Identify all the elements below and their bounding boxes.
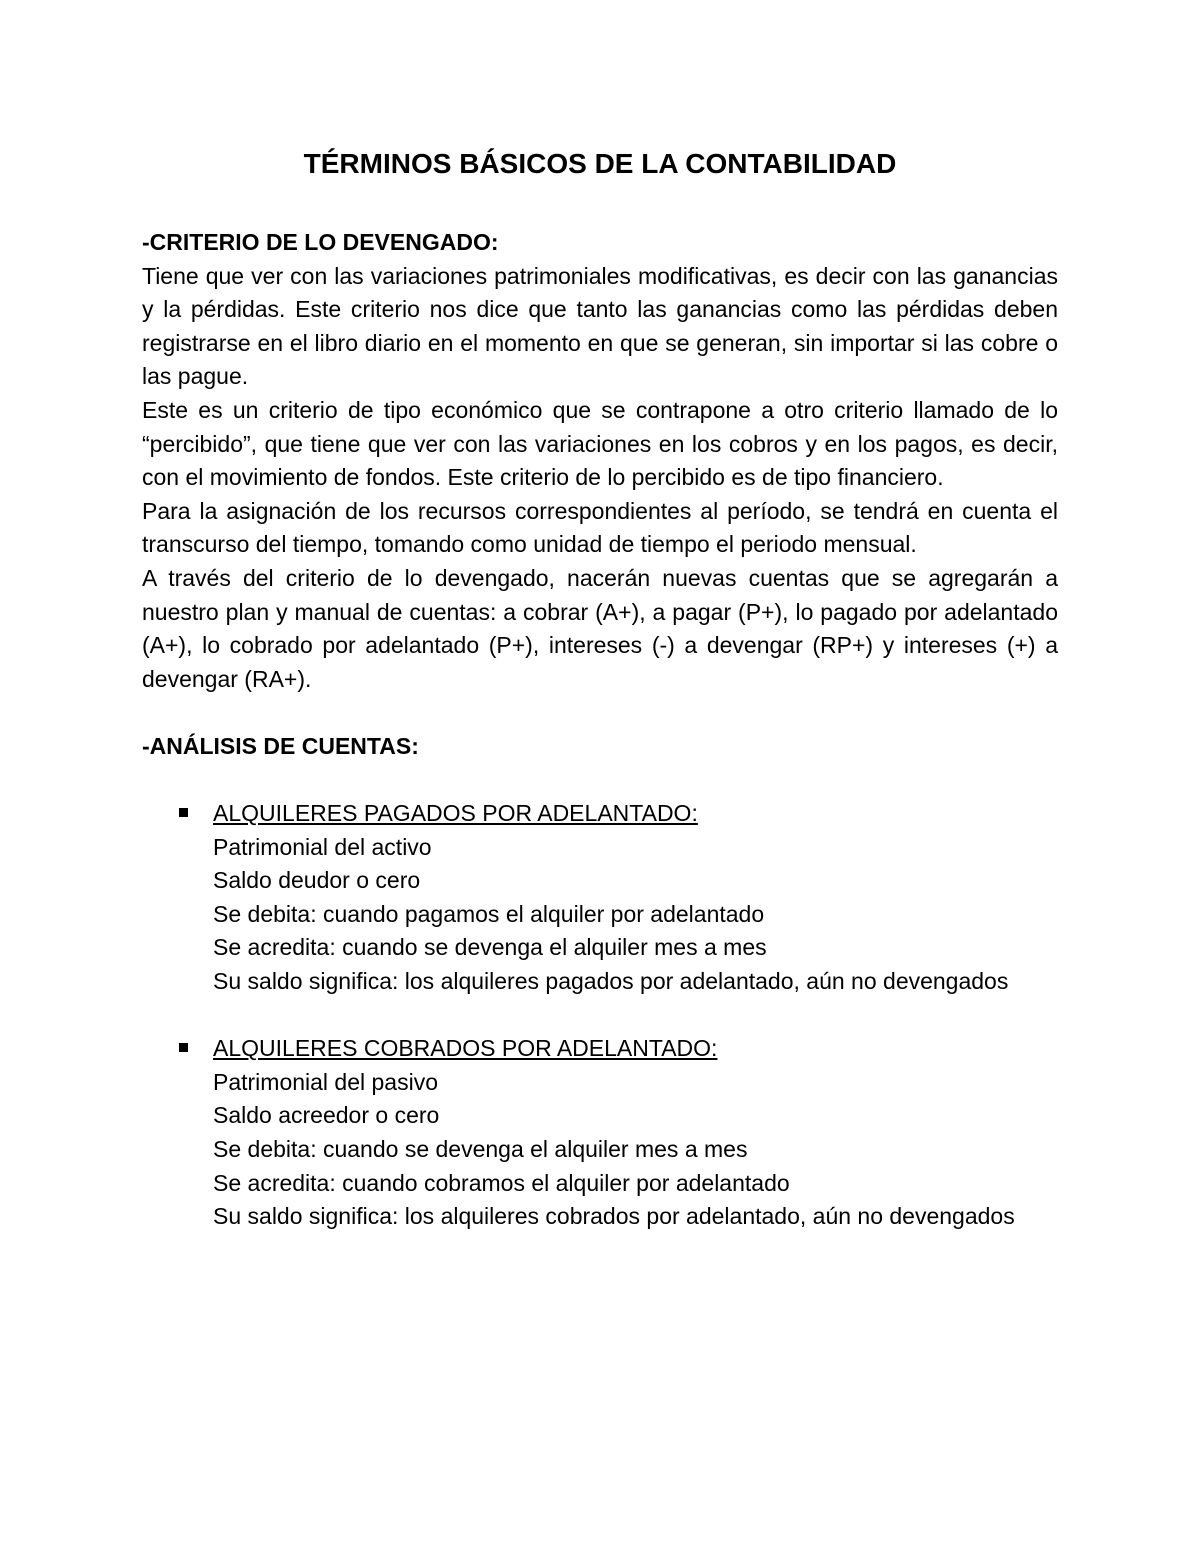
account-line: Saldo deudor o cero bbox=[213, 867, 421, 894]
paragraph: A través del criterio de lo devengado, nacerán nuevas cuentas que se agregarán a nuestro plan y manual de cuentas: a cobrar (A+), a pagar (P+), lo pagado por adelantado (A+), lo cobrado por adelantado (P+), intereses (-) a devengar (RP+) y intereses (+) a devengar (RA+). bbox=[142, 564, 1058, 692]
account-line: Su saldo significa: los alquileres cobrados por adelantado, aún no devengados bbox=[213, 1203, 1015, 1230]
spacer bbox=[142, 999, 1058, 1033]
account-title: ALQUILERES PAGADOS POR ADELANTADO: bbox=[213, 800, 698, 827]
account-line: Saldo acreedor o cero bbox=[213, 1102, 440, 1129]
account-line: Se debita: cuando pagamos el alquiler por adelantado bbox=[213, 900, 765, 927]
document-page bbox=[142, 142, 1058, 1234]
section-heading-devengado: -CRITERIO DE LO DEVENGADO: bbox=[142, 229, 499, 255]
spacer bbox=[142, 764, 1058, 798]
account-line: Patrimonial del pasivo bbox=[213, 1068, 439, 1095]
square-bullet-icon bbox=[179, 1043, 188, 1052]
spacer bbox=[142, 696, 1058, 730]
account-line: Se debita: cuando se devenga el alquiler mes a mes bbox=[213, 1136, 748, 1163]
account-item-alquileres-cobrados bbox=[142, 1032, 1058, 1234]
paragraph: Para la asignación de los recursos correspondientes al período, se tendrá en cuenta el transcurso del tiempo, tomando como unidad de tiempo el periodo mensual. bbox=[142, 497, 1058, 558]
account-line: Se acredita: cuando se devenga el alquiler mes a mes bbox=[213, 934, 767, 961]
account-line: Se acredita: cuando cobramos el alquiler por adelantado bbox=[213, 1169, 790, 1196]
document-title: TÉRMINOS BÁSICOS DE LA CONTABILIDAD bbox=[303, 148, 897, 179]
square-bullet-icon bbox=[179, 808, 188, 817]
account-line: Su saldo significa: los alquileres pagados por adelantado, aún no devengados bbox=[213, 968, 1009, 995]
paragraph: Este es un criterio de tipo económico que se contrapone a otro criterio llamado de lo “percibido”, que tiene que ver con las variaciones en los cobros y en los pagos, es decir, con el movimiento de fondos. Este criterio de lo percibido es de tipo financiero. bbox=[142, 396, 1058, 491]
account-item-alquileres-pagados bbox=[142, 797, 1058, 999]
paragraph: Tiene que ver con las variaciones patrimoniales modificativas, es decir con las ganancias y la pérdidas. Este criterio nos dice que tanto las ganancias como las pérdidas deben registrarse en el libro diario en el momento en que se generan, sin importar si las cobre o las pague. bbox=[142, 262, 1058, 390]
section-heading-analisis: -ANÁLISIS DE CUENTAS: bbox=[142, 732, 419, 759]
account-line: Patrimonial del activo bbox=[213, 833, 432, 860]
account-title: ALQUILERES COBRADOS POR ADELANTADO: bbox=[213, 1035, 718, 1062]
